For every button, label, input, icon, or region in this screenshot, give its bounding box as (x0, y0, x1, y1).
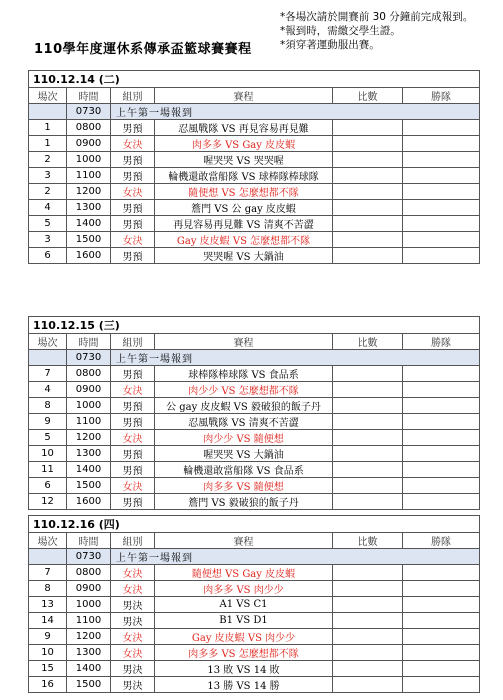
match-cell: 肉少少 VS 隨便想 (155, 430, 333, 446)
group-cell: 女決 (111, 645, 155, 661)
game-row (29, 462, 480, 478)
match-cell: Gay 皮皮蝦 VS 怎麼想都不隊 (155, 232, 333, 248)
score-cell (333, 168, 403, 184)
game-row (29, 216, 480, 232)
game-row (29, 661, 480, 677)
schedule-table (28, 70, 480, 264)
time-cell: 0900 (67, 581, 111, 597)
game-row (29, 446, 480, 462)
group-cell: 女決 (111, 430, 155, 446)
field-cell: 15 (29, 661, 67, 677)
group-cell: 男預 (111, 366, 155, 382)
field-cell: 7 (29, 366, 67, 382)
column-header-group: 組別 (111, 334, 155, 350)
page-title: 110學年度運休系傳承盃籃球賽賽程 (34, 42, 252, 57)
report-time: 0730 (67, 549, 111, 565)
group-cell: 女決 (111, 232, 155, 248)
winner-cell (403, 398, 480, 414)
time-cell: 1500 (67, 478, 111, 494)
winner-cell (403, 200, 480, 216)
group-cell: 女決 (111, 565, 155, 581)
date-row (29, 516, 480, 533)
game-row (29, 613, 480, 629)
winner-cell (403, 414, 480, 430)
report-label: 上午第一場報到 (111, 549, 480, 565)
score-cell (333, 120, 403, 136)
date-row (29, 71, 480, 88)
winner-cell (403, 494, 480, 510)
date-cell: 110.12.15 (三) (29, 317, 480, 334)
game-row (29, 677, 480, 693)
field-cell: 2 (29, 184, 67, 200)
game-row (29, 120, 480, 136)
score-cell (333, 677, 403, 693)
column-header-group: 組別 (111, 533, 155, 549)
winner-cell (403, 581, 480, 597)
match-cell: 輪機還敢當船隊 VS 球棒隊棒球隊 (155, 168, 333, 184)
notes (280, 10, 473, 52)
field-cell: 8 (29, 581, 67, 597)
field-cell: 7 (29, 565, 67, 581)
group-cell: 男預 (111, 414, 155, 430)
group-cell: 女決 (111, 382, 155, 398)
field-cell: 2 (29, 152, 67, 168)
header-row (29, 533, 480, 549)
field-cell: 8 (29, 398, 67, 414)
time-cell: 1400 (67, 661, 111, 677)
game-row (29, 414, 480, 430)
field-cell: 3 (29, 168, 67, 184)
time-cell: 1500 (67, 677, 111, 693)
column-header-field: 場次 (29, 533, 67, 549)
group-cell: 男預 (111, 248, 155, 264)
note-1: *各場次請於開賽前 30 分鐘前完成報到。 (280, 11, 474, 23)
game-row (29, 248, 480, 264)
time-cell: 1600 (67, 248, 111, 264)
time-cell: 1300 (67, 200, 111, 216)
match-cell: 忍風戰隊 VS 清爽不苦澀 (155, 414, 333, 430)
winner-cell (403, 430, 480, 446)
report-time: 0730 (67, 104, 111, 120)
score-cell (333, 446, 403, 462)
time-cell: 1000 (67, 152, 111, 168)
time-cell: 1500 (67, 232, 111, 248)
time-cell: 1300 (67, 446, 111, 462)
score-cell (333, 629, 403, 645)
date-cell: 110.12.16 (四) (29, 516, 480, 533)
score-cell (333, 216, 403, 232)
game-row (29, 398, 480, 414)
game-row (29, 629, 480, 645)
match-cell: 肉多多 VS 肉少少 (155, 581, 333, 597)
winner-cell (403, 629, 480, 645)
time-cell: 0800 (67, 366, 111, 382)
group-cell: 男預 (111, 216, 155, 232)
report-field (29, 549, 67, 565)
report-row (29, 549, 480, 565)
field-cell: 9 (29, 414, 67, 430)
group-cell: 男決 (111, 613, 155, 629)
winner-cell (403, 136, 480, 152)
match-cell: 輪機還敢當船隊 VS 食品系 (155, 462, 333, 478)
header-row (29, 88, 480, 104)
game-row (29, 645, 480, 661)
time-cell: 0800 (67, 565, 111, 581)
note-2: *報到時，需繳交學生證。 (280, 25, 401, 37)
winner-cell (403, 661, 480, 677)
field-cell: 12 (29, 494, 67, 510)
score-cell (333, 200, 403, 216)
winner-cell (403, 248, 480, 264)
score-cell (333, 661, 403, 677)
report-field (29, 104, 67, 120)
score-cell (333, 152, 403, 168)
report-time: 0730 (67, 350, 111, 366)
column-header-group: 組別 (111, 88, 155, 104)
winner-cell (403, 184, 480, 200)
winner-cell (403, 645, 480, 661)
group-cell: 女決 (111, 581, 155, 597)
column-header-time: 時間 (67, 88, 111, 104)
match-cell: 喔哭哭 VS 哭哭喔 (155, 152, 333, 168)
column-header-field: 場次 (29, 88, 67, 104)
game-row (29, 184, 480, 200)
game-row (29, 597, 480, 613)
match-cell: 忍風戰隊 VS 再見容易再見難 (155, 120, 333, 136)
score-cell (333, 414, 403, 430)
match-cell: 哭哭喔 VS 大鍋油 (155, 248, 333, 264)
game-row (29, 581, 480, 597)
game-row (29, 382, 480, 398)
report-field (29, 350, 67, 366)
field-cell: 16 (29, 677, 67, 693)
score-cell (333, 232, 403, 248)
report-label: 上午第一場報到 (111, 350, 480, 366)
winner-cell (403, 382, 480, 398)
time-cell: 1100 (67, 414, 111, 430)
game-row (29, 494, 480, 510)
group-cell: 女決 (111, 136, 155, 152)
game-row (29, 565, 480, 581)
time-cell: 1000 (67, 398, 111, 414)
time-cell: 1400 (67, 216, 111, 232)
field-cell: 4 (29, 200, 67, 216)
game-row (29, 430, 480, 446)
field-cell: 10 (29, 446, 67, 462)
field-cell: 5 (29, 430, 67, 446)
match-cell: A1 VS C1 (155, 597, 333, 613)
time-cell: 1000 (67, 597, 111, 613)
group-cell: 男決 (111, 661, 155, 677)
group-cell: 男預 (111, 462, 155, 478)
time-cell: 0900 (67, 382, 111, 398)
column-header-winner: 勝隊 (403, 533, 480, 549)
column-header-time: 時間 (67, 533, 111, 549)
field-cell: 1 (29, 136, 67, 152)
field-cell: 5 (29, 216, 67, 232)
group-cell: 男預 (111, 494, 155, 510)
winner-cell (403, 462, 480, 478)
schedule-table (28, 316, 480, 510)
winner-cell (403, 565, 480, 581)
column-header-winner: 勝隊 (403, 334, 480, 350)
match-cell: 肉多多 VS Gay 皮皮蝦 (155, 136, 333, 152)
schedule-table (28, 515, 480, 693)
winner-cell (403, 446, 480, 462)
time-cell: 0800 (67, 120, 111, 136)
score-cell (333, 366, 403, 382)
group-cell: 男決 (111, 597, 155, 613)
winner-cell (403, 232, 480, 248)
time-cell: 1200 (67, 430, 111, 446)
match-cell: 隨便想 VS 怎麼想都不隊 (155, 184, 333, 200)
score-cell (333, 494, 403, 510)
match-cell: 喔哭哭 VS 大鍋油 (155, 446, 333, 462)
group-cell: 女決 (111, 184, 155, 200)
winner-cell (403, 597, 480, 613)
match-cell: 肉多多 VS 怎麼想都不隊 (155, 645, 333, 661)
time-cell: 1200 (67, 629, 111, 645)
group-cell: 男預 (111, 398, 155, 414)
field-cell: 11 (29, 462, 67, 478)
match-cell: 簷門 VS 毅破狼的飯子丹 (155, 494, 333, 510)
time-cell: 1300 (67, 645, 111, 661)
match-cell: 隨便想 VS Gay 皮皮蝦 (155, 565, 333, 581)
match-cell: 13 勝 VS 14 勝 (155, 677, 333, 693)
header-row (29, 334, 480, 350)
score-cell (333, 382, 403, 398)
score-cell (333, 613, 403, 629)
column-header-match: 賽程 (155, 88, 333, 104)
field-cell: 6 (29, 478, 67, 494)
time-cell: 0900 (67, 136, 111, 152)
column-header-match: 賽程 (155, 533, 333, 549)
group-cell: 男預 (111, 120, 155, 136)
field-cell: 3 (29, 232, 67, 248)
field-cell: 13 (29, 597, 67, 613)
game-row (29, 136, 480, 152)
score-cell (333, 462, 403, 478)
winner-cell (403, 613, 480, 629)
group-cell: 男預 (111, 446, 155, 462)
game-row (29, 152, 480, 168)
column-header-time: 時間 (67, 334, 111, 350)
time-cell: 1400 (67, 462, 111, 478)
field-cell: 4 (29, 382, 67, 398)
match-cell: 13 敗 VS 14 敗 (155, 661, 333, 677)
field-cell: 6 (29, 248, 67, 264)
note-3: *須穿著運動服出賽。 (280, 39, 380, 51)
game-row (29, 232, 480, 248)
match-cell: 簷門 VS 公 gay 皮皮蝦 (155, 200, 333, 216)
score-cell (333, 597, 403, 613)
time-cell: 1600 (67, 494, 111, 510)
score-cell (333, 248, 403, 264)
game-row (29, 366, 480, 382)
match-cell: 再見容易再見難 VS 清爽不苦澀 (155, 216, 333, 232)
time-cell: 1100 (67, 613, 111, 629)
column-header-score: 比數 (333, 533, 403, 549)
winner-cell (403, 168, 480, 184)
date-cell: 110.12.14 (二) (29, 71, 480, 88)
game-row (29, 168, 480, 184)
winner-cell (403, 366, 480, 382)
winner-cell (403, 478, 480, 494)
score-cell (333, 565, 403, 581)
score-cell (333, 136, 403, 152)
column-header-field: 場次 (29, 334, 67, 350)
column-header-winner: 勝隊 (403, 88, 480, 104)
match-cell: 公 gay 皮皮蝦 VS 毅破狼的飯子丹 (155, 398, 333, 414)
winner-cell (403, 216, 480, 232)
group-cell: 女決 (111, 478, 155, 494)
report-label: 上午第一場報到 (111, 104, 480, 120)
score-cell (333, 645, 403, 661)
field-cell: 10 (29, 645, 67, 661)
group-cell: 男預 (111, 152, 155, 168)
field-cell: 1 (29, 120, 67, 136)
winner-cell (403, 152, 480, 168)
score-cell (333, 581, 403, 597)
field-cell: 14 (29, 613, 67, 629)
group-cell: 女決 (111, 629, 155, 645)
match-cell: 肉少少 VS 怎麼想都不隊 (155, 382, 333, 398)
report-row (29, 104, 480, 120)
time-cell: 1200 (67, 184, 111, 200)
match-cell: 球棒隊棒球隊 VS 食品系 (155, 366, 333, 382)
column-header-score: 比數 (333, 334, 403, 350)
group-cell: 男預 (111, 168, 155, 184)
report-row (29, 350, 480, 366)
group-cell: 男預 (111, 200, 155, 216)
column-header-score: 比數 (333, 88, 403, 104)
score-cell (333, 430, 403, 446)
match-cell: Gay 皮皮蝦 VS 肉少少 (155, 629, 333, 645)
time-cell: 1100 (67, 168, 111, 184)
game-row (29, 200, 480, 216)
score-cell (333, 478, 403, 494)
field-cell: 9 (29, 629, 67, 645)
match-cell: 肉多多 VS 隨便想 (155, 478, 333, 494)
game-row (29, 478, 480, 494)
column-header-match: 賽程 (155, 334, 333, 350)
winner-cell (403, 677, 480, 693)
winner-cell (403, 120, 480, 136)
score-cell (333, 398, 403, 414)
group-cell: 男決 (111, 677, 155, 693)
date-row (29, 317, 480, 334)
match-cell: B1 VS D1 (155, 613, 333, 629)
score-cell (333, 184, 403, 200)
